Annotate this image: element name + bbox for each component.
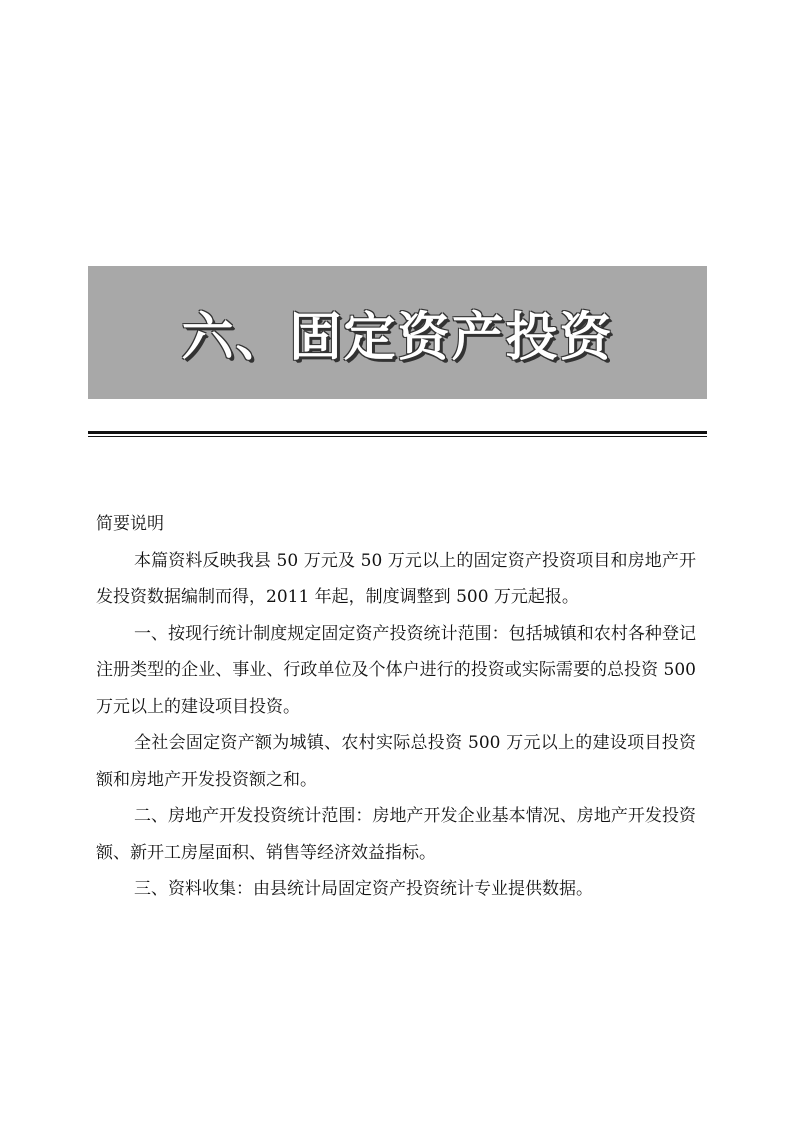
paragraph-real-estate: 二、房地产开发投资统计范围：房地产开发企业基本情况、房地产开发投资额、新开工房屋面积、销售等经济效益指标。: [96, 806, 696, 863]
paragraph-scope: 一、按现行统计制度规定固定资产投资统计范围：包括城镇和农村各种登记注册类型的企业、事业、行政单位及个体户进行的投资或实际需要的总投资 500 万元以上的建设项目投资。: [96, 623, 696, 717]
divider-thick: [88, 431, 707, 434]
document-body: [96, 506, 696, 908]
section-heading: 简要说明: [96, 514, 164, 534]
paragraph-data-source: 三、资料收集：由县统计局固定资产投资统计专业提供数据。: [134, 879, 593, 899]
title-banner: [88, 266, 707, 399]
divider-thin: [88, 436, 707, 437]
chapter-title: 六、固定资产投资: [181, 307, 614, 368]
paragraph-total: 全社会固定资产额为城镇、农村实际总投资 500 万元以上的建设项目投资额和房地产开发投资额之和。: [96, 733, 696, 790]
paragraph-intro: 本篇资料反映我县 50 万元及 50 万元以上的固定资产投资项目和房地产开发投资数据编制而得，2011 年起，制度调整到 500 万元起报。: [96, 550, 696, 607]
